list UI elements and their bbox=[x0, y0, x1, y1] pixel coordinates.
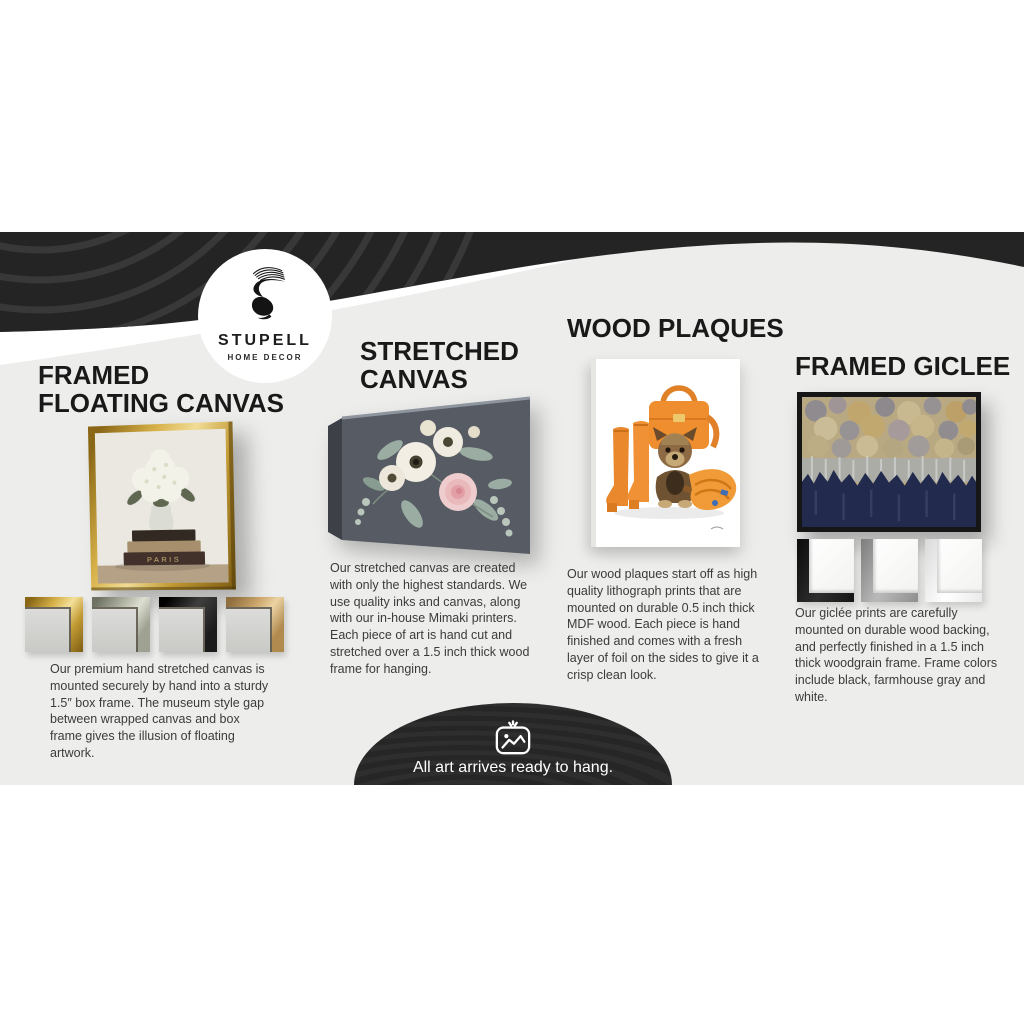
swatch-black-frame bbox=[159, 597, 217, 652]
framed-giclee-artwork bbox=[797, 392, 981, 532]
heading-framed-floating-canvas bbox=[38, 361, 284, 417]
floral-books-art bbox=[95, 429, 229, 584]
footer-message: All art arrives ready to hang. bbox=[412, 759, 614, 776]
swatch-canvas bbox=[25, 607, 71, 652]
brand-tagline: HOME DECOR bbox=[227, 353, 303, 362]
swatch-giclee-black-frame bbox=[797, 539, 854, 602]
description-wood-plaques: Our wood plaques start off as high quality lithograph prints that are mounted on durable 0.5 inch thick MDF wood. Each piece is hand finished and comes with a fresh layer of foil on the sides to give it a crisp clean look. bbox=[567, 567, 759, 682]
swatch-canvas bbox=[873, 539, 918, 593]
brand-name: STUPELL bbox=[218, 332, 312, 349]
dog-and-bag-art bbox=[591, 359, 740, 547]
swatch-canvas bbox=[92, 607, 138, 652]
heading-stretched-canvas bbox=[360, 337, 519, 393]
swatch-gold-frame bbox=[25, 597, 83, 652]
swatch-champagne-frame bbox=[226, 597, 284, 652]
swatch-giclee-white-frame bbox=[925, 539, 982, 602]
heading-wood-plaques: WOOD PLAQUES bbox=[567, 313, 784, 343]
swatch-giclee-gray-frame bbox=[861, 539, 918, 602]
swatch-canvas bbox=[226, 607, 272, 652]
swatch-canvas bbox=[159, 607, 205, 652]
description-stretched-canvas: Our stretched canvas are created with only the highest standards. We use quality inks and canvas, along with our in-house Mimaki printers. Each piece of art is hand cut and stretched over a 1.5 inch thick wood frame for hanging. bbox=[330, 561, 530, 676]
heading-line: STRETCHED bbox=[360, 336, 519, 366]
picture-frame-icon bbox=[491, 719, 535, 757]
heading-framed-giclee: FRAMED GICLEE bbox=[795, 351, 1011, 381]
heading-line: CANVAS bbox=[360, 364, 468, 394]
description-framed-floating-canvas: Our premium hand stretched canvas is mounted securely by hand into a sturdy 1.5″ box frame. The museum style gap between wrapped canvas and box frame gives the illusion of floating artwork. bbox=[50, 662, 269, 760]
floating-canvas-artwork bbox=[88, 421, 236, 590]
abstract-art bbox=[802, 397, 976, 527]
heading-line: FRAMED bbox=[38, 360, 150, 390]
swatch-canvas bbox=[809, 539, 854, 593]
swatch-pewter-frame bbox=[92, 597, 150, 652]
swatch-canvas bbox=[937, 539, 982, 593]
heading-line: FLOATING CANVAS bbox=[38, 388, 285, 418]
wood-plaque-artwork bbox=[591, 359, 740, 547]
book-spine-text: PARIS bbox=[146, 554, 182, 565]
description-framed-giclee: Our giclée prints are carefully mounted on durable wood backing, and perfectly finished in a 1.5 inch thick woodgrain frame. Frame colors include black, farmhouse gray and white. bbox=[795, 606, 998, 704]
stretched-canvas-artwork bbox=[328, 392, 532, 556]
stupell-s-icon bbox=[217, 259, 313, 331]
